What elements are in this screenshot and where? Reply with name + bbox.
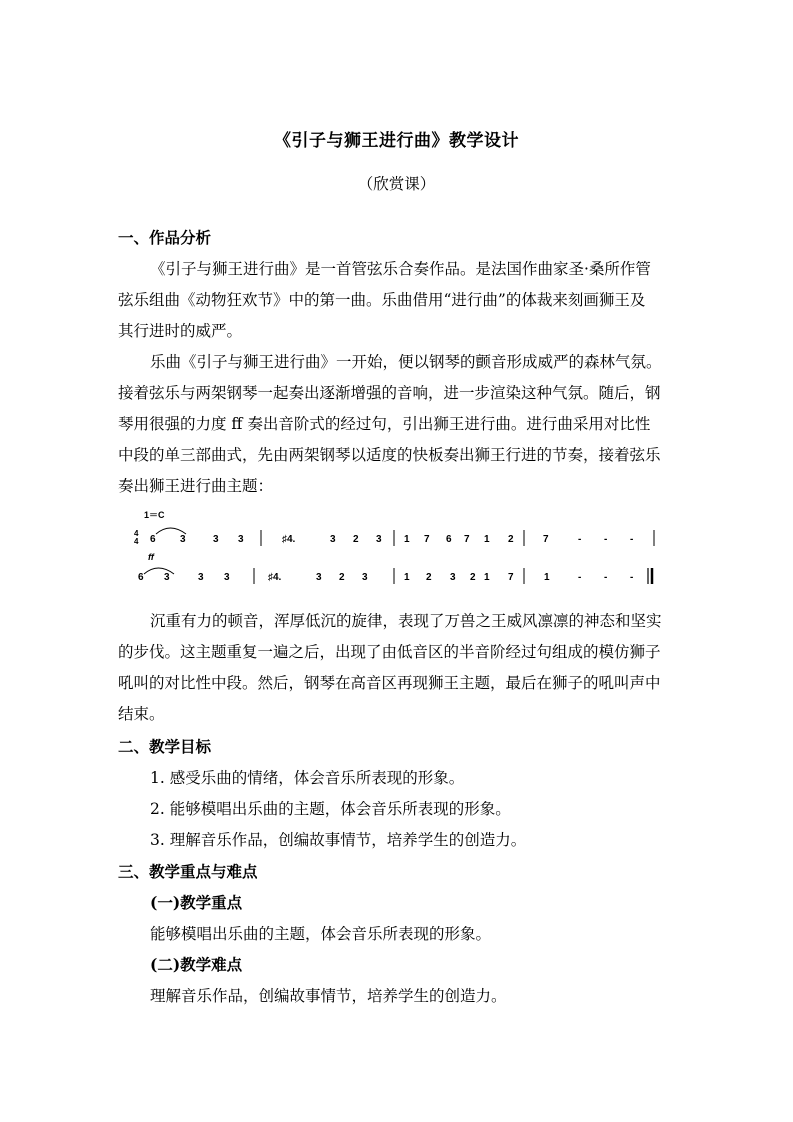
section-heading-key-points: 三、教学重点与难点: [118, 862, 258, 881]
goal-item: 3. 理解音乐作品，创编故事情节，培养学生的创造力。: [150, 831, 527, 849]
difficulty-text: 理解音乐作品，创编故事情节，培养学生的创造力。: [150, 987, 507, 1005]
paragraph-line: 奏出狮王进行曲主题：: [118, 477, 274, 495]
score-note: 3: [330, 534, 336, 545]
music-score: [134, 508, 680, 592]
paragraph-line: 的步伐。这主题重复一遍之后，出现了由低音区的半音阶经过句组成的模仿狮子: [118, 643, 661, 661]
score-note: ♯4.: [268, 572, 282, 583]
paragraph-line: 结束。: [118, 705, 165, 723]
score-note: ♯4.: [282, 534, 296, 545]
score-row-1: [150, 534, 633, 545]
score-note: 2: [353, 534, 359, 545]
score-note: 6: [138, 572, 144, 583]
score-note: 6: [446, 534, 452, 545]
score-note: -: [630, 534, 634, 545]
score-note: 7: [543, 534, 549, 545]
score-note: 2: [426, 572, 432, 583]
score-note: -: [604, 572, 608, 583]
key-point-text: 能够模唱出乐曲的主题，体会音乐所表现的形象。: [150, 925, 492, 943]
paragraph-line: 《引子与狮王进行曲》是一首管弦乐合奏作品。是法国作曲家圣·桑所作管: [150, 260, 651, 278]
time-sig-top: 4: [134, 529, 139, 538]
score-note: -: [630, 572, 634, 583]
score-note: 7: [424, 534, 430, 545]
score-note: 3: [362, 572, 368, 583]
paragraph-line: 琴用很强的力度 ff 奏出音阶式的经过句，引出狮王进行曲。进行曲采用对比性: [118, 415, 651, 433]
score-note: 1: [484, 572, 490, 583]
score-note: 3: [180, 534, 186, 545]
score-row-2: [138, 572, 633, 583]
goal-item: 1. 感受乐曲的情绪，体会音乐所表现的形象。: [150, 769, 465, 787]
score-note: 1: [404, 534, 410, 545]
time-sig-bottom: 4: [134, 537, 139, 546]
paragraph-line: 吼叫的对比性中段。然后，钢琴在高音区再现狮王主题，最后在狮子的吼叫声中: [118, 674, 661, 692]
score-note: 2: [339, 572, 345, 583]
section-heading-analysis: 一、作品分析: [118, 228, 212, 247]
score-note: 7: [464, 534, 470, 545]
score-note: 7: [508, 572, 514, 583]
score-note: 3: [213, 534, 219, 545]
paragraph-line: 弦乐组曲《动物狂欢节》中的第一曲。乐曲借用“进行曲”的体裁来刻画狮王及: [118, 291, 646, 309]
score-note: -: [604, 534, 608, 545]
section-heading-goals: 二、教学目标: [118, 737, 212, 756]
document-subtitle: （欣赏课）: [357, 175, 436, 193]
score-note: 2: [470, 572, 476, 583]
score-key: 1＝C: [144, 510, 165, 520]
score-note: 3: [376, 534, 382, 545]
score-note: -: [578, 572, 582, 583]
score-note: 3: [164, 572, 170, 583]
score-note: 3: [450, 572, 456, 583]
subheading-difficulty: (二)教学难点: [150, 955, 243, 974]
goal-item: 2. 能够模唱出乐曲的主题，体会音乐所表现的形象。: [150, 800, 511, 818]
paragraph-line: 中段的单三部曲式，先由两架钢琴以适度的快板奏出狮王行进的节奏，接着弦乐: [118, 446, 661, 464]
score-note: 3: [316, 572, 322, 583]
score-note: 2: [508, 534, 514, 545]
score-note: 1: [484, 534, 490, 545]
score-note: 3: [238, 534, 244, 545]
score-note: 1: [404, 572, 410, 583]
paragraph-line: 乐曲《引子与狮王进行曲》一开始，便以钢琴的颤音形成威严的森林气氛。: [150, 353, 662, 371]
paragraph-line: 沉重有力的顿音，浑厚低沉的旋律，表现了万兽之王威风凛凛的神态和坚实: [150, 612, 662, 630]
score-note: 6: [150, 534, 156, 545]
document-title: 《引子与狮王进行曲》教学设计: [274, 131, 519, 151]
score-note: 3: [198, 572, 204, 583]
score-note: 1: [544, 572, 550, 583]
subheading-key-point: (一)教学重点: [150, 893, 243, 912]
music-score-svg: [134, 508, 680, 592]
paragraph-line: 接着弦乐与两架钢琴一起奏出逐渐增强的音响，进一步渲染这种气氛。随后，钢: [118, 384, 661, 402]
score-dynamic: ff: [148, 552, 154, 562]
paragraph-line: 其行进时的威严。: [118, 322, 243, 340]
score-note: -: [578, 534, 582, 545]
score-note: 3: [224, 572, 230, 583]
